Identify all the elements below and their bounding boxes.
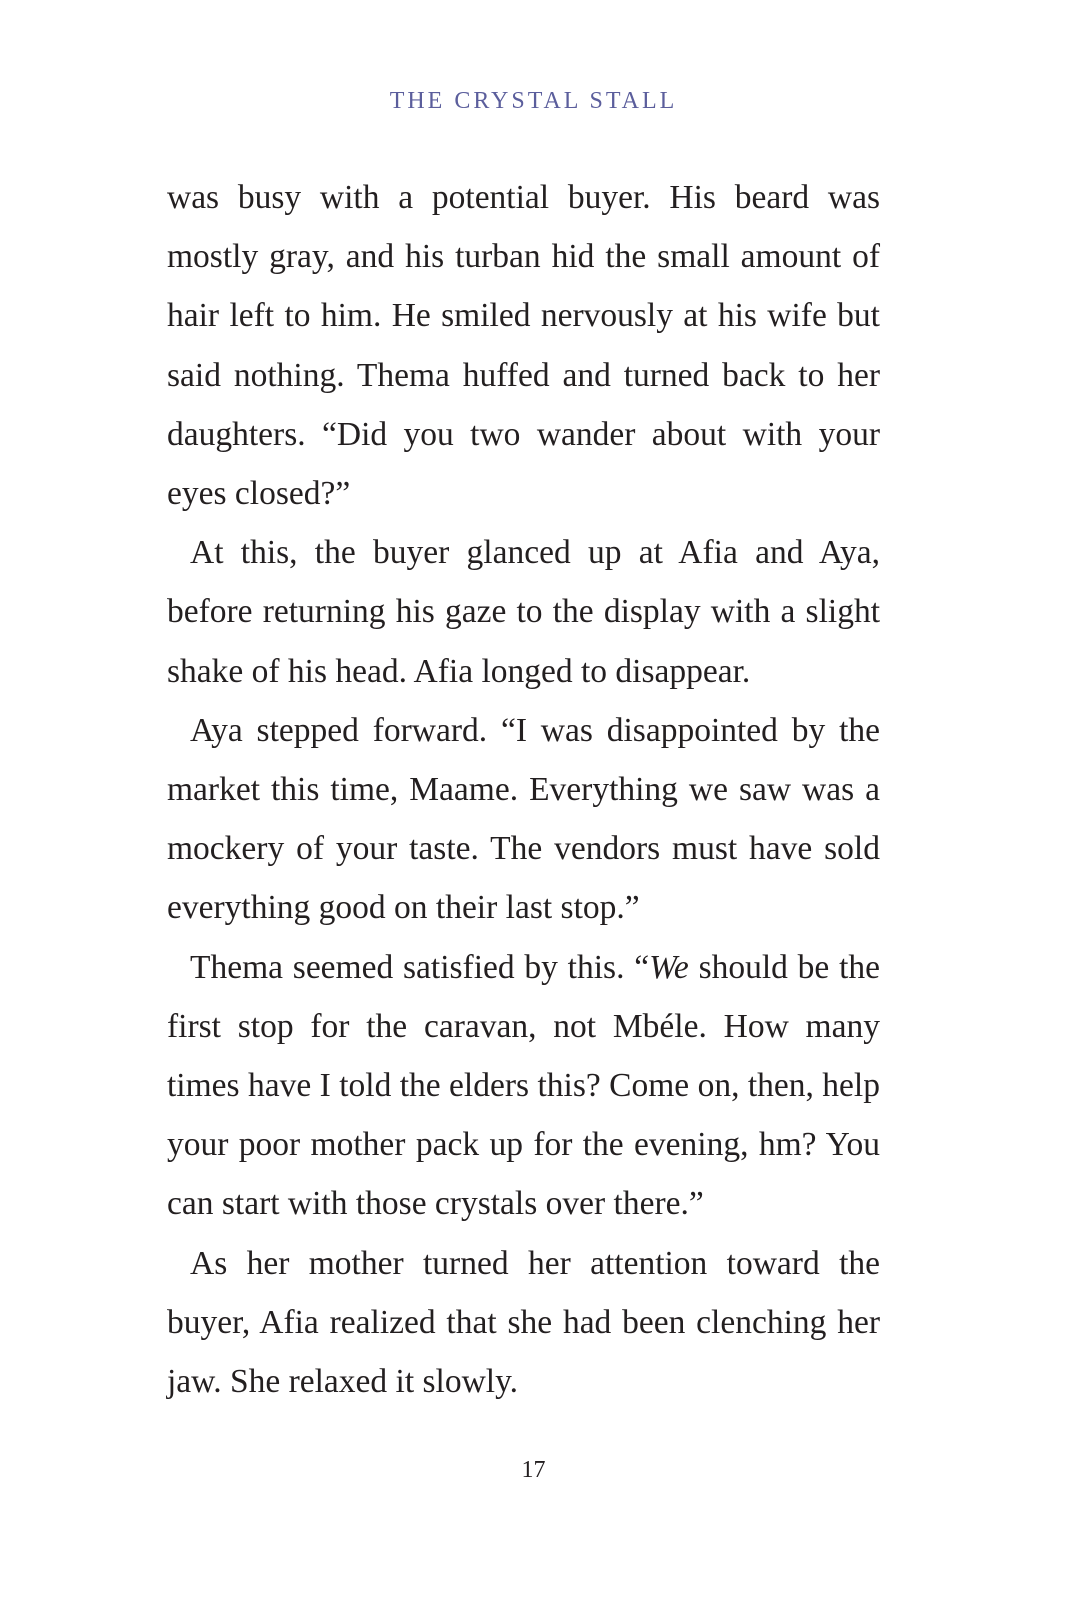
paragraph: Aya stepped forward. “I was disappointed by the market this time, Maame. Everything we saw was a mockery of your taste. The vendors must have sold everything good on their last stop.” [167, 711, 880, 927]
emphasis-text: We [649, 948, 689, 986]
page-number: 17 [521, 1457, 546, 1483]
paragraph: At this, the buyer glanced up at Afia and Aya, before returning his gaze to the display with a slight shake of his head. Afia longed to disappear. [167, 534, 880, 690]
paragraph [167, 938, 880, 1234]
paragraph-text: Thema seemed satisfied by this. “ [190, 948, 650, 986]
running-head: THE CRYSTAL STALL [389, 88, 678, 114]
paragraph-text: should be the first stop for the caravan, not Mbéle. How many times have I told the elders this? Come on, then, help your poor mother pack up for the evening, hm? You can start with those crystals over there.” [167, 948, 880, 1223]
body-text [167, 168, 880, 1411]
paragraph-continued: was busy with a potential buyer. His beard was mostly gray, and his turban hid the small amount of hair left to him. He smiled nervously at his wife but said nothing. Thema huffed and turned back to her daughters. “Did you two wander about with your eyes closed?” [167, 179, 880, 513]
paragraph: As her mother turned her attention toward the buyer, Afia realized that she had been clenching her jaw. She relaxed it slowly. [167, 1244, 880, 1401]
